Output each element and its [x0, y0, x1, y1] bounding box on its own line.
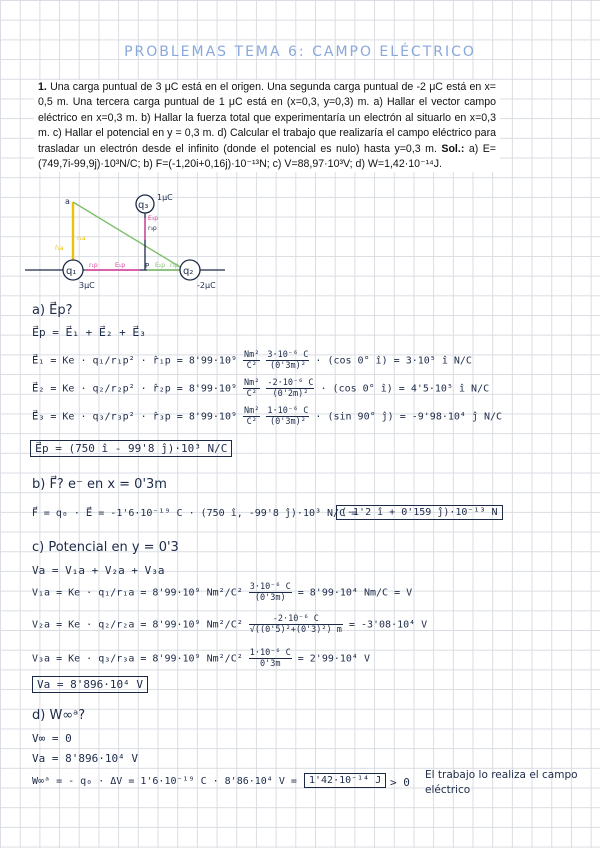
- rta-label: r̂₁a: [55, 245, 64, 252]
- solution-text: a) E=(749,7i-99,9j)·10³N/C; b) F=(-1,20i+0,16j)·10⁻¹³N; c) V=88,97·10³V; d) W=1,42·10⁻¹⁴J.: [38, 142, 496, 171]
- part-a-line1: E⃗p = E⃗₁ + E⃗₂ + E⃗₃: [32, 326, 146, 339]
- part-a-e1: E⃗₁ = Ke · q₁/r₁p² · r̂₁p = 8'99·10⁹ $\frac{\text{Nm²}}{\text{C²}}$ $\frac{\text{3·10⁻⁶ C}}{\text{(0'3m)²}}$ · (cos 0° î) = 3·10⁵ î N/C: [32, 350, 472, 371]
- part-a-e2: E⃗₂ = Ke · q₂/r₂p² · r̂₂p = 8'99·10⁹ $\frac{\text{Nm²}}{\text{C²}}$ $\frac{\text{-2·10⁻⁶ C}}{\text{(0'2m)²}}$ · (cos 0° î) = 4'5·10⁵ î N/C: [32, 378, 490, 399]
- problem-number: 1.: [38, 81, 47, 93]
- part-c-result: Va = 8'896·10⁴ V: [32, 676, 148, 693]
- part-d-line2: Va = 8'896·10⁴ V: [32, 752, 138, 765]
- q1-label: q₁: [66, 266, 77, 277]
- part-c-v1: V₁a = Ke · q₁/r₁a = 8'99·10⁹ Nm²/C² $\frac{\text{3·10⁻⁶ C}}{(0'3m)}$ = 8'99·10⁴ Nm/C = V: [32, 582, 413, 603]
- r2a-line: [73, 202, 185, 270]
- part-b-heading: b) F⃗? e⁻ en x = 0'3m: [32, 477, 167, 492]
- page-title: PROBLEMAS TEMA 6: CAMPO ELÉCTRICO: [124, 44, 476, 60]
- e3p-label: E₃p: [148, 215, 159, 222]
- r1p-label: r₁p: [89, 262, 98, 269]
- part-d-note: El trabajo lo realiza el campo eléctrico: [425, 769, 578, 796]
- point-p-label: P: [145, 262, 150, 270]
- q1-value: 3μC: [79, 281, 95, 290]
- solution-label: Sol.:: [441, 142, 465, 155]
- r1a-label: r₁a: [77, 235, 86, 242]
- part-b-line1: F⃗ = q₀ · E⃗ = -1'6·10⁻¹⁹ C · (750 î, -99'8 ĵ)·10³ N/C =: [32, 508, 358, 519]
- charge-diagram: [25, 190, 225, 300]
- part-a-heading: a) E⃗p?: [32, 303, 73, 318]
- part-a-result: E⃗p = (750 î - 99'8 ĵ)·10³ N/C: [30, 440, 232, 457]
- part-d-line3: W∞ᵃ = - q₀ · ΔV = 1'6·10⁻¹⁹ C · 8'86·10⁴ V =: [32, 776, 297, 787]
- point-a-label: a: [65, 197, 70, 206]
- part-c-v2: V₂a = Ke · q₂/r₂a = 8'99·10⁹ Nm²/C² $\frac{\text{-2·10⁻⁶ C}}{\text{√((0'5)²+(0'3)²) m}}$ = -3'08·10⁴ V: [32, 614, 428, 635]
- r2p-label: r₂p: [170, 262, 179, 269]
- part-d-result: 1'42·10⁻¹⁴ J: [304, 773, 386, 788]
- part-d-heading: d) W∞ᵃ?: [32, 708, 86, 723]
- part-b-result: (-1'2 î + 0'159 ĵ)·10⁻¹³ N: [336, 505, 503, 520]
- e1p-label: E₁p: [115, 262, 126, 269]
- r3p-label: r₃p: [148, 225, 157, 232]
- problem-statement: [34, 80, 500, 172]
- q2-value: -2μC: [197, 281, 216, 290]
- q3-value: 1μC: [157, 193, 173, 202]
- q3-label: q₃: [138, 200, 149, 211]
- part-d-positive: > 0: [390, 776, 410, 789]
- part-d-line1: V∞ = 0: [32, 732, 72, 745]
- part-c-line1: Va = V₁a + V₂a + V₃a: [32, 564, 165, 577]
- e2p-label: E₂p: [155, 262, 166, 269]
- part-a-e3: E⃗₃ = Ke · q₃/r₃p² · r̂₃p = 8'99·10⁹ $\frac{\text{Nm²}}{\text{C²}}$ $\frac{\text{1·10⁻⁶ C}}{\text{(0'3m)²}}$ · (sin 90° ĵ) = -9'98·10⁴ ĵ N/C: [32, 406, 503, 427]
- part-c-heading: c) Potencial en y = 0'3: [32, 540, 179, 555]
- part-c-v3: V₃a = Ke · q₃/r₃a = 8'99·10⁹ Nm²/C² $\frac{\text{1·10⁻⁶ C}}{0'3m}$ = 2'99·10⁴ V: [32, 648, 370, 669]
- q2-label: q₂: [183, 266, 194, 277]
- problem-text: Una carga puntual de 3 μC está en el origen. Una segunda carga puntual de -2 μC está en x= 0,5 m. Una tercera carga puntual de 1 μC está en (x=0,3, y=0,3) m. a) Hallar el vector campo eléctrico en x=0,3 m. b) Hallar la fuerza total que experimentaría un electrón al situarlo en x=0,3 m. c) Hallar el potencial en y = 0,3 m. d) Calcular el trabajo que realizaría el campo eléctrico para trasladar un electrón desde el infinito (donde el potencial es nulo) hasta y=0,3 m.: [38, 81, 496, 155]
